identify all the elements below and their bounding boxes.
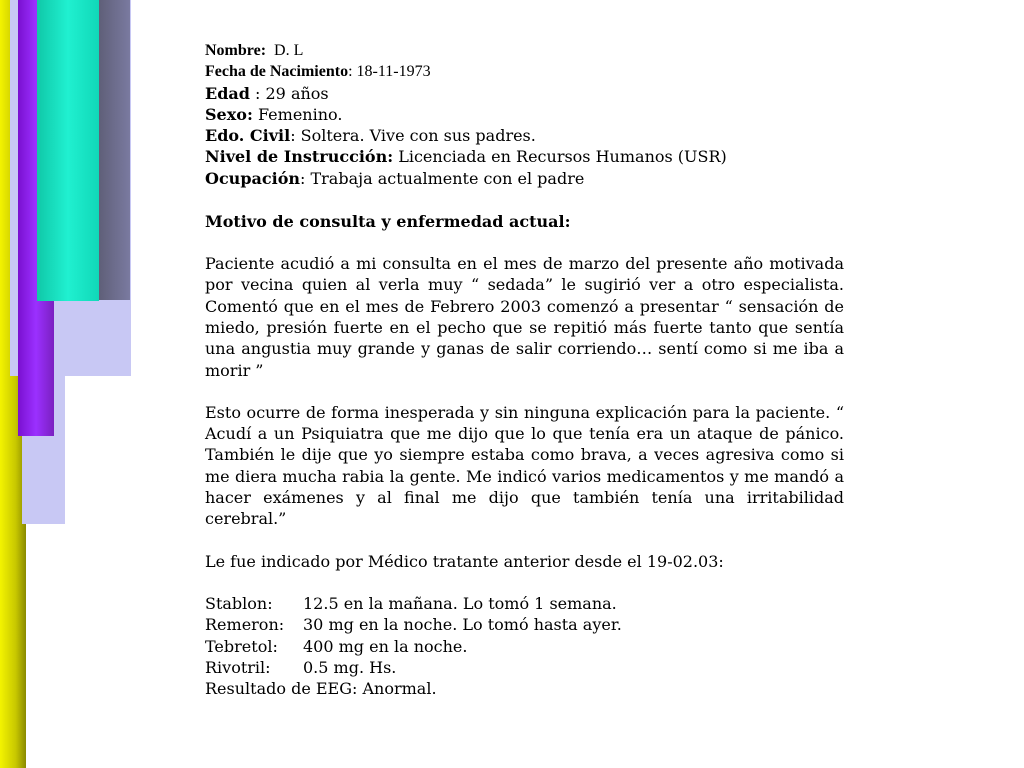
medication-detail: 0.5 mg. Hs. bbox=[303, 657, 397, 677]
edad-line bbox=[205, 83, 844, 104]
sexo-line bbox=[205, 104, 844, 125]
spacer bbox=[205, 232, 844, 253]
medication-name: Tebretol: bbox=[205, 636, 278, 656]
fecha-label: Fecha de Nacimiento bbox=[205, 63, 349, 81]
medication-detail: 12.5 en la mañana. Lo tomó 1 semana. bbox=[303, 593, 617, 613]
spacer bbox=[205, 572, 844, 593]
sexo-label: Sexo: bbox=[205, 104, 253, 124]
medication-name: Rivotril: bbox=[205, 657, 271, 677]
paragraph-3: Le fue indicado por Médico tratante anterior desde el 19-02.03: bbox=[205, 551, 724, 571]
civil-value: : Soltera. Vive con sus padres. bbox=[290, 126, 536, 146]
civil-line bbox=[205, 125, 844, 146]
nivel-value: Licenciada en Recursos Humanos (USR) bbox=[393, 147, 727, 167]
medication-name: Stablon: bbox=[205, 593, 273, 613]
paragraph-1: Paciente acudió a mi consulta en el mes de marzo del presente año motivada por vecina quien al verla muy “ sedada” le sugirió ver a otro especialista. Comentó que en el mes de Febrero 2003 comenzó a presentar “ sensación de miedo, presión fuerte en el pecho que se repitió más fuerte tanto que sentía una angustia muy grande y ganas de salir corriendo… sentí como si me iba a morir ” bbox=[205, 254, 844, 380]
ocupacion-line bbox=[205, 168, 844, 189]
ocupacion-value: : Trabaja actualmente con el padre bbox=[300, 168, 585, 188]
edad-value: : 29 años bbox=[249, 83, 329, 103]
medication-detail: 400 mg en la noche. bbox=[303, 636, 468, 656]
fecha-line bbox=[205, 61, 844, 82]
fecha-value: : 18-11-1973 bbox=[348, 63, 431, 81]
paragraph-2: Esto ocurre de forma inesperada y sin ninguna explicación para la paciente. “ Acudí a un Psiquiatra que me dijo que lo que tenía era un ataque de pánico. También le dije que yo siempre estaba como brava, a veces agresiva como si me diera mucha rabia la gente. Me indicó varios medicamentos y me mandó a hacer exámenes y al final me dijo que también tenía una irritabilidad cerebral.” bbox=[205, 402, 844, 529]
clinical-record bbox=[205, 40, 844, 699]
medication-row bbox=[205, 614, 844, 635]
nivel-line bbox=[205, 146, 844, 167]
nombre-value: D. L bbox=[274, 42, 304, 59]
spacer bbox=[205, 530, 844, 551]
section-heading: Motivo de consulta y enfermedad actual: bbox=[205, 212, 571, 232]
nombre-label: Nombre: bbox=[205, 42, 267, 59]
spacer bbox=[205, 381, 844, 402]
sexo-value: Femenino. bbox=[252, 104, 343, 124]
ocupacion-label: Ocupación bbox=[205, 168, 300, 188]
medication-row bbox=[205, 657, 844, 678]
medication-detail: 30 mg en la noche. Lo tomó hasta ayer. bbox=[303, 615, 622, 635]
eeg-result: Resultado de EEG: Anormal. bbox=[205, 679, 437, 699]
civil-label: Edo. Civil bbox=[205, 126, 291, 146]
nombre-line bbox=[205, 40, 844, 61]
nivel-label: Nivel de Instrucción: bbox=[205, 147, 394, 167]
medication-row bbox=[205, 593, 844, 614]
edad-label: Edad bbox=[205, 83, 250, 103]
medication-name: Remeron: bbox=[205, 615, 285, 635]
decorative-bar-teal bbox=[37, 0, 99, 301]
medication-row bbox=[205, 636, 844, 657]
